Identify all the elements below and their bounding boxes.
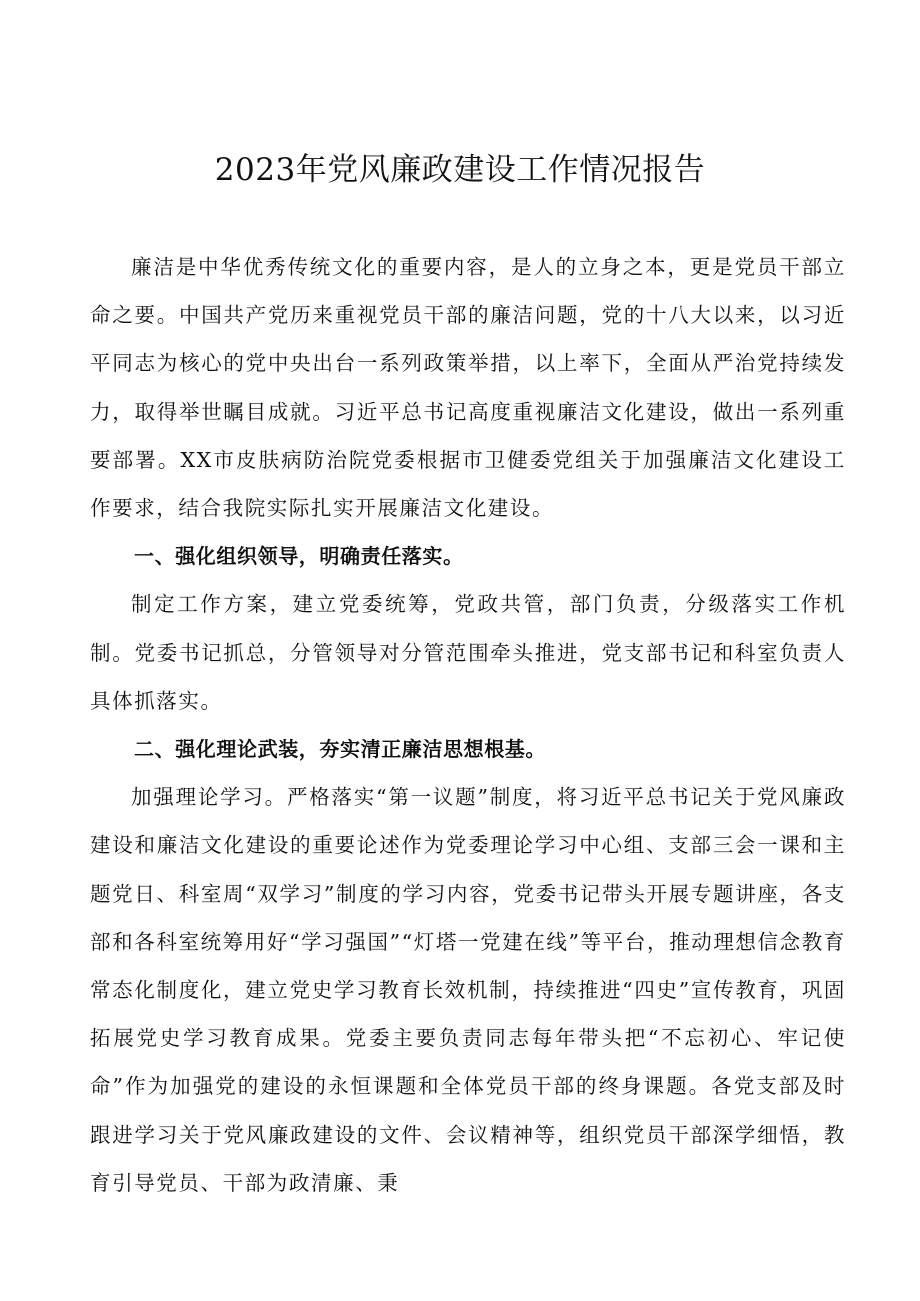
document-title: 2023年党风廉政建设工作情况报告 [214, 152, 706, 188]
section-1-paragraph: 制定工作方案，建立党委统筹，党政共管，部门负责，分级落实工作机制。党委书记抓总，分管领导对分管范围牵头推进，党支部书记和科室负责人具体抓落实。 [90, 592, 846, 713]
intro-paragraph: 廉洁是中华优秀传统文化的重要内容，是人的立身之本，更是党员干部立命之要。中国共产党历来重视党员干部的廉洁问题，党的十八大以来，以习近平同志为核心的党中央出台一系列政策举措，以上率下，全面从严治党持续发力，取得举世瞩目成就。习近平总书记高度重视廉洁文化建设，做出一系列重要部署。XX市皮肤病防治院党委根据市卫健委党组关于加强廉洁文化建设工作要求，结合我院实际扎实开展廉洁文化建设。 [90, 255, 846, 521]
section-heading-2: 二、强化理论武装，夯实清正廉洁思想根基。 [134, 737, 546, 762]
document-body [90, 243, 846, 1207]
section-2-paragraph: 加强理论学习。严格落实“第一议题”制度，将习近平总书记关于党风廉政建设和廉洁文化建设的重要论述作为党委理论学习中心组、支部三会一课和主题党日、科室周“双学习”制度的学习内容，党委书记带头开展专题讲座，各支部和各科室统筹用好“学习强国”“灯塔一党建在线”等平台，推动理想信念教育常态化制度化，建立党史学习教育长效机制，持续推进“四史”宣传教育，巩固拓展党史学习教育成果。党委主要负责同志每年带头把“不忘初心、牢记使命”作为加强党的建设的永恒课题和全体党员干部的终身课题。各党支部及时跟进学习关于党风廉政建设的文件、会议精神等，组织党员干部深学细悟，教育引导党员、干部为政清廉、秉 [90, 785, 846, 1195]
section-heading-1: 一、强化组织领导，明确责任落实。 [134, 544, 464, 569]
